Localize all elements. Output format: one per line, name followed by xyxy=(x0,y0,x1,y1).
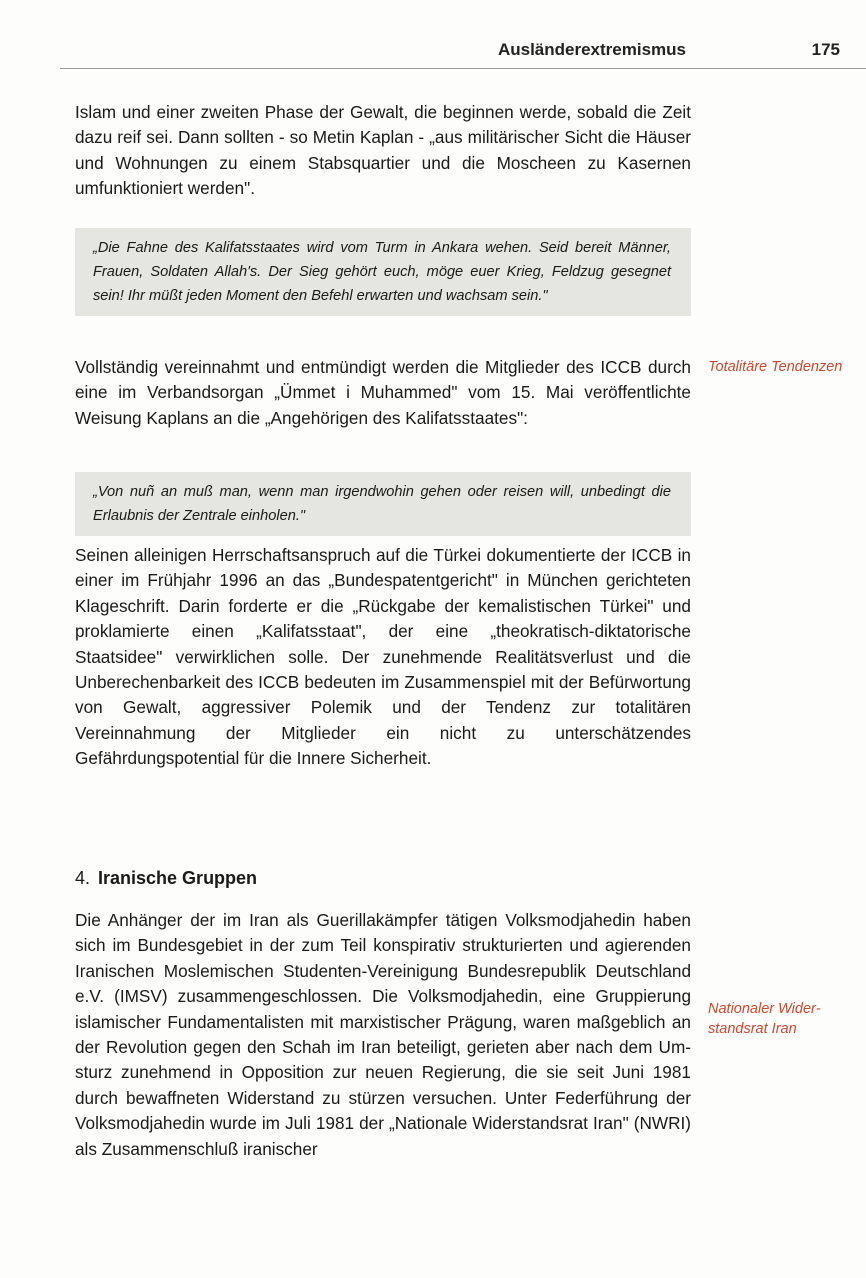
section-title: Iranische Gruppen xyxy=(98,868,258,888)
quote-1: „Die Fahne des Kalifatsstaates wird vom Turm in Ankara wehen. Seid bereit Männer, Frauen, Soldaten Allah's. Der Sieg gehört euch, möge euer Krieg, Feldzug gesegnet sein! Ihr müßt jeden Moment den Befehl erwarten und wachsam sein." xyxy=(75,228,691,316)
quote-2: „Von nuñ an muß man, wenn man irgendwohin gehen oder reisen will, unbedingt die Erlaubnis der Zentrale einholen." xyxy=(75,472,691,536)
paragraph-2: Vollständig vereinnahmt und entmündigt werden die Mitglieder des ICCB durch eine im Verbandsorgan „Ümmet i Muhammed" vom 15. Mai veröffentlichte Weisung Kaplans an die „Angehörigen des Kalifatsstaates": xyxy=(75,357,691,428)
paragraph-1: Islam und einer zweiten Phase der Gewalt, die beginnen werde, sobald die Zeit dazu reif sei. Dann sollten - so Metin Kaplan - „aus militärischer Sicht die Häuser und Wohnungen zu einem Stabsquartier und die Moscheen zu Kasernen umfunktioniert werden". xyxy=(75,102,691,199)
margin-note-totalitaere-tendenzen: Totalitäre Tendenzen xyxy=(708,359,843,375)
paragraph-4: Die Anhänger der im Iran als Guerillakämpfer tätigen Volksmodjahedin haben sich im Bundesgebiet in der zum Teil konspirativ strukturierten und agierenden Iranischen Moslemischen Studenten-Vereinigung Bundesrepublik Deutschland e.V. (IMSV) zusammengeschlossen. Die Volksmodjahedin, eine Gruppierung islamischer Fundamentalisten mit marxistischer Prägung, waren maßgeblich an der Revolution gegen den Schah im Iran beteiligt, gerieten aber nach dem Umsturz zunehmend in Opposition zur neuen Regierung, die sie seit Juni 1981 durch bewaffneten Widerstand zu stürzen versuchen. Unter Federführung der Volksmodjahedin wurde im Juli 1981 der „Nationale Widerstandsrat Iran" (NWRI) als Zusammenschluß iranischer xyxy=(75,910,691,1159)
running-header xyxy=(60,38,866,69)
section-number: 4. xyxy=(75,868,91,888)
paragraph-3: Seinen alleinigen Herrschaftsanspruch auf die Türkei dokumentierte der ICCB in einer im Frühjahr 1996 an das „Bundespatentgericht" in München gerichteten Klageschrift. Darin forderte er die „Rückgabe der kemalistischen Türkei" und proklamierte einen „Kalifatsstaat", der eine „theokratisch-diktatorische Staatsidee" verwirklichen solle. Der zunehmende Realitätsverlust und die Unberechenbarkeit des ICCB bedeuten im Zusammenspiel mit der Befürwortung von Gewalt, aggressiver Polemik und der Tendenz zur totalitären Vereinnahmung der Mitglieder ein nicht zu unterschätzendes Gefährdungspotential für die Innere Sicherheit. xyxy=(75,545,691,769)
running-header-title: Ausländerextremismus xyxy=(497,40,686,59)
section-heading xyxy=(75,868,257,889)
page-number: 175 xyxy=(811,40,840,59)
margin-note-widerstandsrat: Nationaler Widerstandsrat Iran xyxy=(708,1001,821,1037)
